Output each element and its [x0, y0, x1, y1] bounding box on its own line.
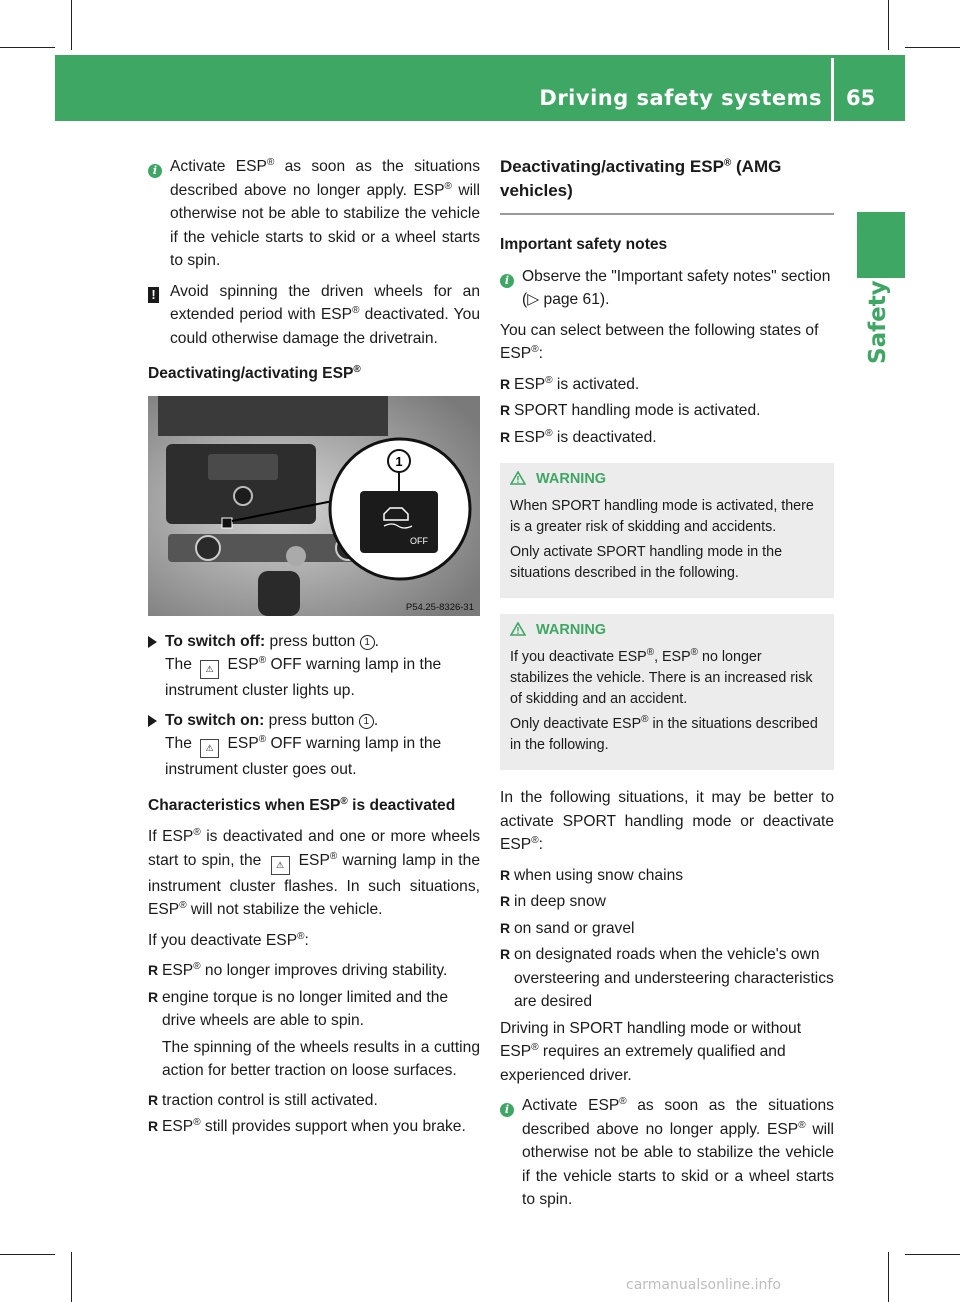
list-item: R engine torque is no longer limited and the drive wheels are able to spin. — [148, 988, 449, 1029]
exclamation-icon: ! — [148, 287, 159, 303]
side-tab — [857, 212, 905, 278]
center-console-illustration — [148, 396, 480, 616]
section-heading: Deactivating/activating ESP® — [148, 363, 361, 382]
page-number: 65 — [846, 86, 876, 110]
esp-warning-symbol-icon: ⚠ — [271, 856, 290, 875]
crop-mark — [0, 1254, 55, 1255]
subheading: Important safety notes — [500, 236, 668, 253]
arrow-icon — [148, 715, 157, 727]
caution-note: ! Avoid spinning the driven wheels for an extended period with ESP® deactivated. You could otherwise damage the drivetrain. — [148, 280, 480, 351]
warning-triangle-icon — [510, 622, 526, 636]
paragraph: In the following situations, it may be better to activate SPORT handling mode or deactivate ESP®: — [500, 789, 834, 853]
crop-mark — [905, 47, 960, 48]
info-icon: i — [148, 164, 162, 178]
crop-mark — [888, 0, 889, 50]
esp-off-symbol-icon: ⚠ — [200, 660, 219, 679]
left-column — [148, 155, 480, 1142]
list-item: R ESP® no longer improves driving stability. — [148, 960, 448, 979]
warning-triangle-icon — [510, 471, 526, 485]
info-icon: i — [500, 274, 514, 288]
crop-mark — [71, 0, 72, 50]
paragraph: If ESP® is deactivated and one or more wheels start to spin, the ⚠ ESP® warning lamp in the instrument cluster flashes. In such situations, ESP® will not stabilize the vehicle. — [148, 826, 480, 918]
center-console-photo — [148, 396, 480, 616]
esp-off-symbol-icon: ⚠ — [200, 739, 219, 758]
header-separator — [831, 58, 834, 121]
step-switch-on: To switch on: press button 1 . The ⚠ ESP® OFF warning lamp in the instrument cluster goes out. — [148, 709, 480, 782]
list-item: R in deep snow — [500, 893, 606, 910]
paragraph: If you deactivate ESP®: — [148, 930, 309, 949]
warning-heading: WARNING — [510, 620, 824, 641]
info-note: i Activate ESP® as soon as the situations described above no longer apply. ESP® will otherwise not be able to stabilize the vehicle if the vehicle starts to skid or a wheel starts to spin. — [148, 155, 480, 273]
crop-mark — [905, 1254, 960, 1255]
callout-1-icon: 1 — [360, 635, 375, 650]
page-ref-arrow-icon: ▷ — [527, 291, 544, 308]
paragraph: Driving in SPORT handling mode or without ESP® requires an extremely qualified and experienced driver. — [500, 1019, 802, 1084]
list-item-detail: The spinning of the wheels results in a cutting action for better traction on loose surfaces. — [162, 1038, 480, 1079]
svg-text:OFF: OFF — [410, 535, 428, 546]
list-item: R ESP® is activated. — [500, 374, 640, 393]
right-column — [500, 155, 834, 1219]
list-item: R ESP® still provides support when you brake. — [148, 1116, 466, 1135]
warning-box: WARNING When SPORT handling mode is activated, there is a greater risk of skidding and accidents. Only activate SPORT handling mode in the situations described in the following. — [500, 463, 834, 598]
crop-mark — [71, 1252, 72, 1302]
list-item: R when using snow chains — [500, 866, 684, 884]
callout-1-icon: 1 — [359, 714, 374, 729]
list-item: R traction control is still activated. — [148, 1091, 378, 1109]
list-item: R ESP® is deactivated. — [500, 427, 657, 446]
page-reference-link[interactable]: page 61 — [543, 291, 600, 308]
info-note: i Observe the "Important safety notes" section (▷ page 61). — [500, 265, 834, 312]
list-item: R SPORT handling mode is activated. — [500, 402, 761, 419]
step-switch-off: To switch off: press button 1 . The ⚠ ESP® OFF warning lamp in the instrument cluster lights up. — [148, 630, 480, 703]
divider — [500, 213, 834, 215]
info-icon: i — [500, 1103, 514, 1117]
arrow-icon — [148, 636, 157, 648]
section-heading: Deactivating/activating ESP® (AMG vehicles) — [500, 157, 782, 200]
section-title: Driving safety systems — [539, 86, 822, 110]
watermark: carmanualsonline.info — [626, 1277, 781, 1293]
svg-text:1: 1 — [395, 453, 403, 469]
paragraph: You can select between the following states of ESP®: — [500, 321, 819, 362]
list-item: R on designated roads when the vehicle's own oversteering and understeering characteristics are desired — [500, 946, 834, 1010]
crop-mark — [888, 1252, 889, 1302]
section-heading: Characteristics when ESP® is deactivated — [148, 795, 456, 814]
svg-text:P54.25-8326-31: P54.25-8326-31 — [405, 601, 474, 613]
crop-mark — [0, 47, 55, 48]
side-label — [857, 280, 905, 368]
side-label-text: Safety — [865, 280, 891, 364]
warning-box: WARNING If you deactivate ESP®, ESP® no longer stabilizes the vehicle. There is an increased risk of skidding and an accident. Only deactivate ESP® in the situations described in the following. — [500, 614, 834, 770]
list-item: R on sand or gravel — [500, 919, 635, 937]
info-note: i Activate ESP® as soon as the situations described above no longer apply. ESP® will otherwise not be able to stabilize the vehicle if the vehicle starts to skid or a wheel starts to spin. — [500, 1094, 834, 1212]
warning-heading: WARNING — [510, 469, 824, 490]
